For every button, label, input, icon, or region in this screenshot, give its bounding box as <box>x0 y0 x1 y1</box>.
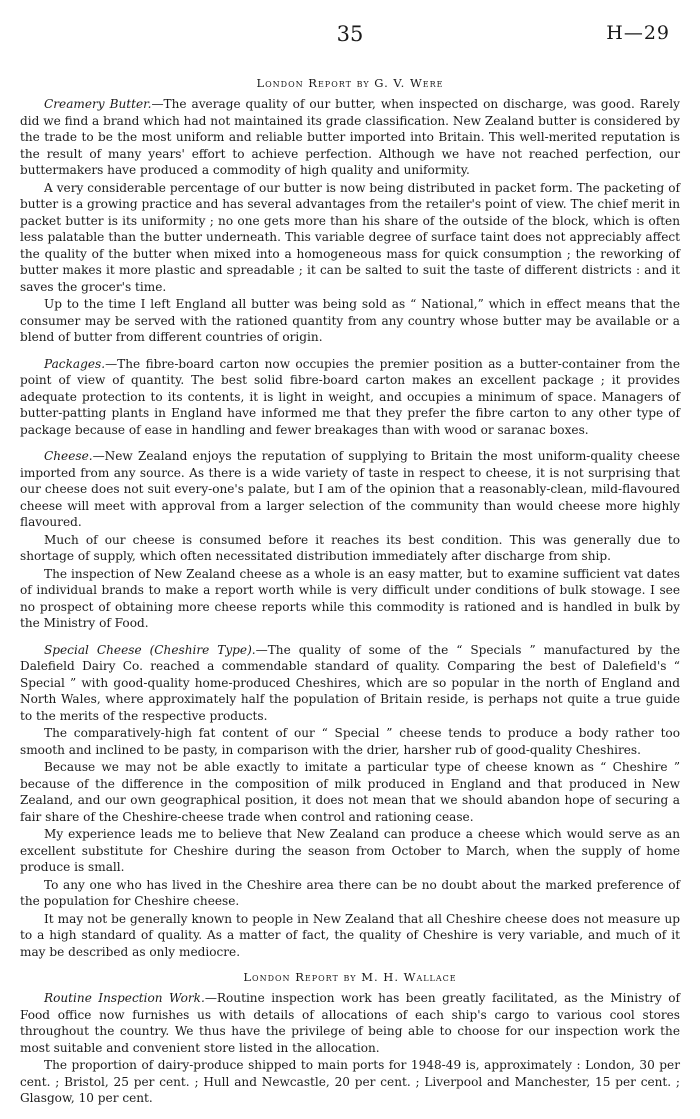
paragraph-text: It may not be generally known to people in New Zealand that all Cheshire cheese does not measure up to a high standard of quality. As a matter of fact, the quality of Cheshire is very variable, and much of it may be described as only mediocre. <box>20 911 680 959</box>
paragraph-text: —The quality of some of the “ Specials ” manufactured by the Dalefield Dairy Co. reached a commendable standard of quality. Comparing the best of Dalefield's “ Special ” with good-quality home-produced Cheshires, which are so popular in the north of England and North Wales, where approximately half the population of Britain reside, is perhaps not quite a true guide to the merits of the respective products. <box>20 642 680 723</box>
body-paragraph <box>20 180 680 296</box>
body-paragraph <box>20 296 680 346</box>
body-paragraph <box>20 566 680 632</box>
body-paragraph <box>20 1057 680 1107</box>
report-section <box>20 970 680 1107</box>
body-paragraph <box>20 96 680 179</box>
body-paragraph <box>20 990 680 1056</box>
body-paragraph <box>20 911 680 961</box>
body-paragraph <box>20 356 680 439</box>
page-header <box>0 22 700 50</box>
paragraph-heading: Special Cheese (Cheshire Type). <box>44 642 256 657</box>
page-number: 35 <box>336 22 364 46</box>
body-paragraph <box>20 877 680 910</box>
paragraph-text: The proportion of dairy-produce shipped to main ports for 1948-49 is, approximately : London, 30 per cent. ; Bristol, 25 per cent. ; Hull and Newcastle, 20 per cent. ; Liverpool and Manchester, 15 per cent. ; Glasgow, 10 per cent. <box>20 1058 680 1105</box>
paragraph-text: —The fibre-board carton now occupies the premier position as a butter-container from the point of view of quantity. The best solid fibre-board carton makes an excellent package ; it provides adequate protection to its contents, it is light in weight, and occupies a minimum of space. Managers of butter-patting plants in England have informed me that they prefer the fibre carton to any other type of package because of ease in handling and fewer breakages than with wood or saranac boxes. <box>20 356 680 437</box>
page-body <box>20 72 680 1108</box>
paragraph-text: My experience leads me to believe that New Zealand can produce a cheese which would serve as an excellent substitute for Cheshire during the season from October to March, when the supply of home produce is small. <box>20 827 680 874</box>
body-paragraph <box>20 642 680 725</box>
body-paragraph <box>20 448 680 531</box>
paragraph-text: Up to the time I left England all butter was being sold as “ National,” which in effect means that the consumer may be served with the rationed quantity from any country whose butter may be available or a blend of butter from different countries of origin. <box>20 297 680 344</box>
paragraph-heading: Cheese. <box>44 449 93 463</box>
report-section <box>20 76 680 960</box>
reports-container <box>20 76 680 1107</box>
paragraph-text: —The average quality of our butter, when inspected on discharge, was good. Rarely did we find a brand which had not maintained its grade classification. New Zealand butter is considered by the trade to be the most uniform and reliable butter imported into Britain. This well-merited reputation is the result of many years' effort to achieve perfection. Although we have not reached perfection, our buttermakers have produced a commodity of high quality and uniformity. <box>20 97 680 177</box>
paragraph-text: —New Zealand enjoys the reputation of supplying to Britain the most uniform-quality cheese imported from any source. As there is a wide variety of taste in respect to cheese, it is not surprising that our cheese does not suit every-one's palate, but I am of the opinion that a reasonably-clean, mild-flavoured cheese will meet with approval from a larger selection of the community than would cheese more highly flavoured. <box>20 449 680 529</box>
paragraph-text: Because we may not be able exactly to imitate a particular type of cheese known as “ Cheshire ” because of the difference in the composition of milk produced in England and that produced in New Zealand, and our own geographical position, it does not mean that we should abandon hope of securing a fair share of the Cheshire-cheese trade when control and rationing cease. <box>20 760 680 824</box>
report-title: London Report by G. V. Were <box>256 76 444 90</box>
body-paragraph <box>20 826 680 876</box>
paragraph-text: —Routine inspection work has been greatly facilitated, as the Ministry of Food office now furnishes us with details of allocations of each ship's cargo to various cool stores throughout the country. We thus have the privilege of being able to choose for our inspection work the most suitable and convenient store listed in the allocation. <box>20 991 681 1055</box>
body-paragraph <box>20 532 680 565</box>
paragraph-text: The comparatively-high fat content of our “ Special ” cheese tends to produce a body rather too smooth and inclined to be pasty, in comparison with the drier, harsher rub of good-quality Cheshires. <box>20 726 680 757</box>
paragraph-text: Much of our cheese is consumed before it reaches its best condition. This was generally due to shortage of supply, which often necessitated distribution immediately after discharge from ship. <box>20 532 680 563</box>
document-reference: H—29 <box>606 22 670 44</box>
paragraph-text: A very considerable percentage of our butter is now being distributed in packet form. The packeting of butter is a growing practice and has several advantages from the retailer's point of view. The chief merit in packet butter is its uniformity ; no one gets more than his share of the outside of the block, which is often less palatable than the butter underneath. This variable degree of surface taint does not appreciably affect the quality of the butter when mixed into a homogeneous mass for quick consumption ; the reworking of butter makes it more plastic and spreadable ; it can be salted to suit the taste of different districts : and it saves the grocer's time. <box>20 180 680 294</box>
paragraph-text: The inspection of New Zealand cheese as a whole is an easy matter, but to examine sufficient vat dates of individual brands to make a report worth while is very difficult under conditions of bulk stowage. I see no prospect of obtaining more cheese reports while this commodity is rationed and is handled in bulk by the Ministry of Food. <box>20 566 680 630</box>
body-paragraph <box>20 725 680 758</box>
paragraph-heading: Creamery Butter. <box>44 97 152 111</box>
paragraph-text: To any one who has lived in the Cheshire area there can be no doubt about the marked preference of the population for Cheshire cheese. <box>20 877 680 908</box>
paragraph-heading: Routine Inspection Work. <box>44 991 205 1005</box>
paragraph-heading: Packages. <box>44 356 106 371</box>
body-paragraph <box>20 759 680 825</box>
report-title: London Report by M. H. Wallace <box>243 970 457 984</box>
